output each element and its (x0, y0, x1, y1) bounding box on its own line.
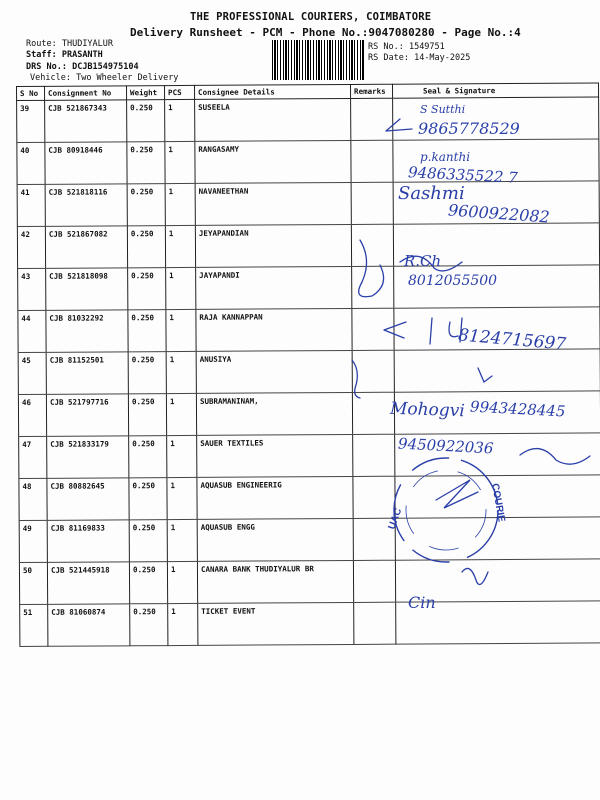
company-title: THE PROFESSIONAL COURIERS, COIMBATORE (190, 11, 432, 23)
row-pcs: 1 (167, 477, 197, 519)
runsheet-subtitle: Delivery Runsheet - PCM - Phone No.:9047080280 - Page No.:4 (130, 26, 521, 39)
row-pcs: 1 (167, 519, 197, 561)
row-remarks (351, 224, 393, 266)
handwriting-sig-41-phone: 9600922082 (447, 200, 551, 227)
row-sno: 45 (18, 352, 46, 394)
row-consignee: SAUER TEXTILES (197, 434, 353, 477)
barcode (272, 40, 364, 80)
row-consignee: JAYAPANDI (196, 266, 352, 309)
row-weight: 0.250 (129, 562, 167, 604)
row-consignment: CJB 521797716 (46, 394, 128, 437)
table-row (17, 223, 599, 269)
row-consignee: AQUASUB ENGINEERIG (197, 476, 353, 519)
table-row (20, 601, 600, 647)
row-consignment: CJB 521818116 (45, 184, 127, 227)
staff-value: PRASANTH (61, 50, 103, 60)
row-remarks (351, 98, 393, 140)
row-sno: 40 (17, 142, 45, 184)
row-pcs: 1 (165, 183, 195, 225)
row-consignment: CJB 81169833 (47, 520, 129, 563)
row-signature (395, 475, 600, 518)
seal-text-right: COURIE (489, 482, 507, 523)
row-remarks (352, 392, 394, 434)
row-consignment: CJB 521445918 (47, 562, 129, 605)
row-remarks (351, 140, 393, 182)
row-remarks (353, 518, 395, 560)
row-consignee: SUBRAMANINAM, (196, 392, 352, 435)
row-pcs: 1 (167, 561, 197, 603)
drs-value: DCJB154975104 (72, 62, 139, 72)
row-sno: 43 (18, 268, 46, 310)
row-remarks (354, 602, 396, 644)
handwriting-sig-44-phone: 8124715697 (457, 325, 567, 355)
row-sno: 44 (18, 310, 46, 352)
row-weight: 0.250 (127, 226, 165, 268)
row-sno: 51 (20, 604, 48, 646)
handwriting-sig-40-phone: 9486335522 7 (407, 163, 519, 187)
row-pcs: 1 (166, 393, 196, 435)
handwriting-sig-46-name: Mohogvi (389, 398, 466, 422)
rs-no-line (368, 42, 445, 52)
row-weight: 0.250 (127, 142, 165, 184)
row-consignee: AQUASUB ENGG (197, 518, 353, 561)
row-remarks (352, 266, 394, 308)
row-pcs: 1 (166, 267, 196, 309)
row-weight: 0.250 (128, 310, 166, 352)
row-remarks (353, 476, 395, 518)
row-consignment: CJB 521833179 (47, 436, 129, 479)
row-consignment: CJB 521867082 (45, 226, 127, 269)
table-row (19, 517, 600, 563)
row-sno: 42 (17, 226, 45, 268)
row-consignee: ANUSIYA (196, 350, 352, 393)
col-remarks: Remarks (350, 84, 392, 98)
row-consignee: RAJA KANNAPPAN (196, 308, 352, 351)
row-sno: 49 (19, 520, 47, 562)
runsheet-table (16, 82, 600, 647)
row-remarks (352, 308, 394, 350)
row-sno: 48 (19, 478, 47, 520)
row-pcs: 1 (168, 603, 198, 645)
row-consignee: SUSEELA (195, 98, 351, 141)
route-label: Route: (26, 39, 57, 49)
row-pcs: 1 (166, 309, 196, 351)
row-remarks (351, 182, 393, 224)
row-consignee: TICKET EVENT (198, 602, 354, 645)
handwriting-sig-39-phone: 9865778529 (418, 119, 520, 138)
col-signature: Seal & Signature (392, 83, 598, 98)
row-weight: 0.250 (128, 394, 166, 436)
row-consignment: CJB 80918446 (45, 142, 127, 185)
drs-line (26, 62, 139, 72)
row-remarks (353, 560, 395, 602)
row-signature (395, 517, 600, 560)
row-pcs: 1 (165, 141, 195, 183)
handwriting-sig-46-phone: 9943428445 (469, 397, 566, 421)
row-remarks (352, 350, 394, 392)
row-weight: 0.250 (129, 520, 167, 562)
rs-date-label: RS Date: (368, 53, 409, 63)
row-sno: 46 (18, 394, 46, 436)
staff-line (26, 50, 103, 60)
col-consignee: Consignee Details (194, 84, 350, 99)
rs-no-label: RS No.: (368, 42, 404, 52)
table-row (18, 349, 600, 395)
table-row (19, 433, 600, 479)
row-remarks (353, 434, 395, 476)
row-consignee: CANARA BANK THUDIYALUR BR (197, 560, 353, 603)
col-consignment: Consignment No (45, 86, 127, 101)
row-consignment: CJB 81032292 (46, 310, 128, 353)
row-weight: 0.250 (128, 268, 166, 310)
row-consignee: NAVANEETHAN (195, 182, 351, 225)
row-consignment: CJB 521818098 (46, 268, 128, 311)
row-signature (394, 349, 600, 392)
row-consignee: RANGASAMY (195, 140, 351, 183)
handwriting-sig-41-name: Sashmi (398, 183, 465, 204)
row-sno: 39 (17, 100, 45, 142)
handwriting-sig-43-phone: 8012055500 (408, 273, 498, 289)
row-consignee: JEYAPANDIAN (195, 224, 351, 267)
table-row (18, 265, 600, 311)
col-sno: S No (17, 86, 45, 100)
staff-label: Staff: (26, 50, 57, 60)
handwriting-sig-39-name: S Sutthi (420, 103, 466, 116)
col-weight: Weight (127, 86, 165, 100)
rs-date-value: 14-May-2025 (414, 53, 471, 63)
row-weight: 0.250 (129, 478, 167, 520)
row-consignment: CJB 80882645 (47, 478, 129, 521)
seal-text-left: UAC (386, 506, 405, 532)
vehicle-value: Two Wheeler Delivery (76, 73, 179, 83)
row-pcs: 1 (167, 435, 197, 477)
handwriting-sig-51-name: Cin (408, 593, 436, 612)
row-pcs: 1 (165, 99, 195, 141)
row-sno: 47 (19, 436, 47, 478)
col-pcs: PCS (165, 85, 195, 99)
handwriting-sig-47-phone: 9450922036 (397, 434, 494, 458)
row-weight: 0.250 (129, 436, 167, 478)
rs-no-value: 1549751 (408, 42, 445, 52)
row-consignment: CJB 81060874 (48, 604, 130, 647)
row-weight: 0.250 (130, 604, 168, 646)
handwriting-sig-40-name: p.kanthi (420, 150, 471, 164)
vehicle-label: Vehicle: (30, 73, 71, 83)
handwriting-sig-43-name: R.Ch (404, 252, 442, 270)
row-sno: 41 (17, 184, 45, 226)
row-consignment: CJB 521867343 (45, 100, 127, 143)
row-sno: 50 (19, 562, 47, 604)
table-row (19, 475, 600, 521)
drs-label: DRS No.: (26, 62, 67, 72)
route-line (26, 39, 113, 49)
table-row (19, 559, 600, 605)
row-weight: 0.250 (127, 184, 165, 226)
row-consignment: CJB 81152501 (46, 352, 128, 395)
row-weight: 0.250 (127, 100, 165, 142)
vehicle-line (30, 73, 178, 83)
rs-date-line (368, 53, 470, 63)
row-pcs: 1 (165, 225, 195, 267)
route-value: THUDIYALUR (61, 39, 114, 49)
row-weight: 0.250 (128, 352, 166, 394)
row-pcs: 1 (166, 351, 196, 393)
